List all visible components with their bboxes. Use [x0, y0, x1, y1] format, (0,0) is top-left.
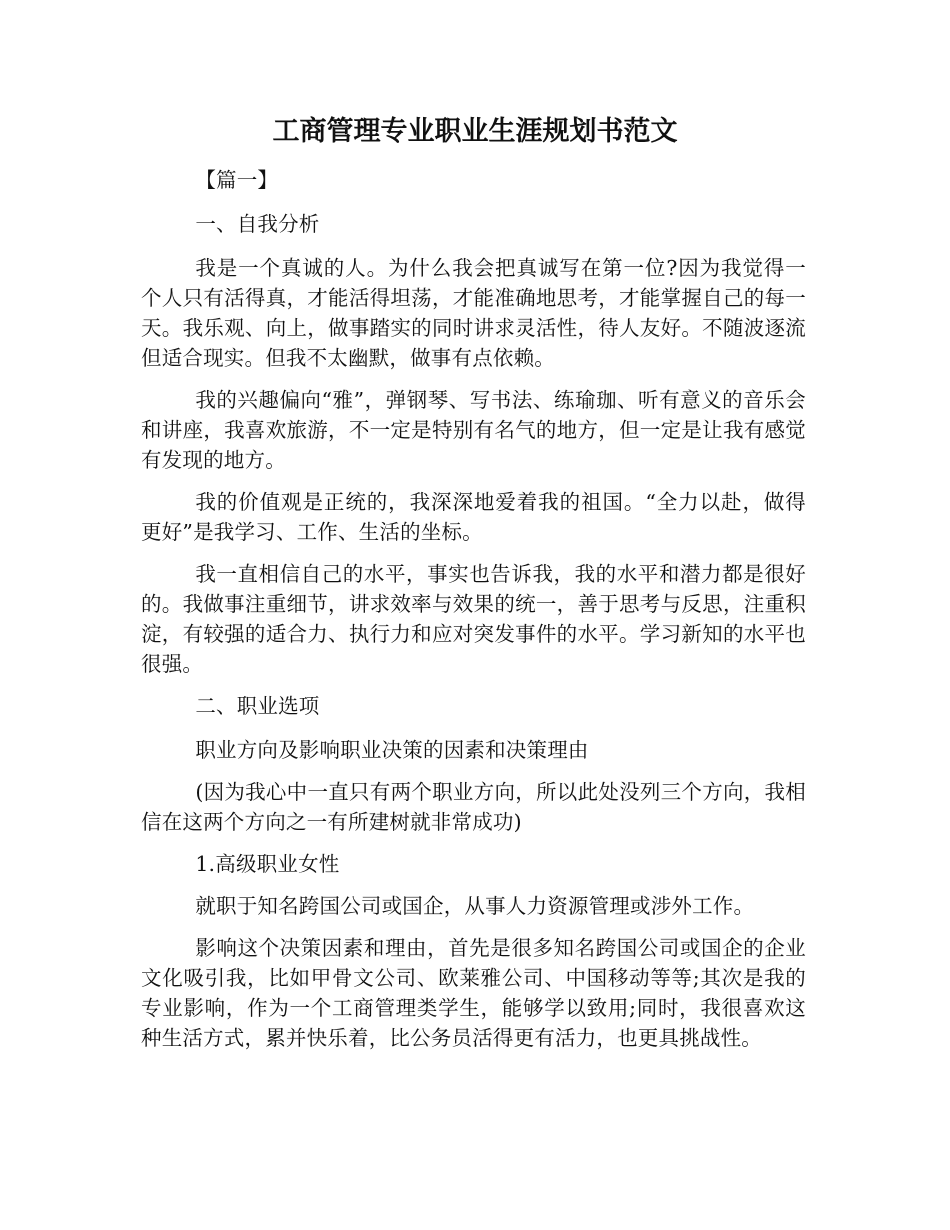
document-title: 工商管理专业职业生涯规划书范文 [272, 116, 678, 147]
section-label: 【篇一】 [195, 168, 279, 192]
subheading-option-1: 1.高级职业女性 [195, 852, 340, 876]
paragraph-interests: 我的兴趣偏向“雅”，弹钢琴、写书法、练瑜珈、听有意义的音乐会和讲座，我喜欢旅游，不一定是特别有名气的地方，但一定是让我有感觉有发现的地方。 [141, 388, 806, 472]
section-heading-self-analysis: 一、自我分析 [195, 212, 320, 236]
paragraph-option-1-reasons: 影响这个决策因素和理由，首先是很多知名跨国公司或国企的企业文化吸引我，比如甲骨文公司、欧莱雅公司、中国移动等等;其次是我的专业影响，作为一个工商管理类学生，能够学以致用;同时，我很喜欢这种生活方式，累并快乐着，比公务员活得更有活力，也更具挑战性。 [141, 936, 806, 1050]
paragraph-values: 我的价值观是正统的，我深深地爱着我的祖国。“全力以赴，做得更好”是我学习、工作、生活的坐标。 [141, 490, 806, 544]
document-body [141, 165, 806, 1065]
paragraph-abilities: 我一直相信自己的水平，事实也告诉我，我的水平和潜力都是很好的。我做事注重细节，讲求效率与效果的统一，善于思考与反思，注重积淀，有较强的适合力、执行力和应对突发事件的水平。学习新知的水平也很强。 [141, 562, 806, 676]
paragraph-career-direction: 职业方向及影响职业决策的因素和决策理由 [195, 738, 589, 762]
paragraph-personality: 我是一个真诚的人。为什么我会把真诚写在第一位?因为我觉得一个人只有活得真，才能活得坦荡，才能准确地思考，才能掌握自己的每一天。我乐观、向上，做事踏实的同时讲求灵活性，待人友好。不随波逐流但适合现实。但我不太幽默，做事有点依赖。 [141, 256, 806, 370]
paragraph-career-note: (因为我心中一直只有两个职业方向，所以此处没列三个方向，我相信在这两个方向之一有所建树就非常成功) [141, 780, 806, 834]
paragraph-option-1-description: 就职于知名跨国公司或国企，从事人力资源管理或涉外工作。 [195, 894, 755, 918]
section-heading-career-options: 二、职业选项 [195, 694, 320, 718]
